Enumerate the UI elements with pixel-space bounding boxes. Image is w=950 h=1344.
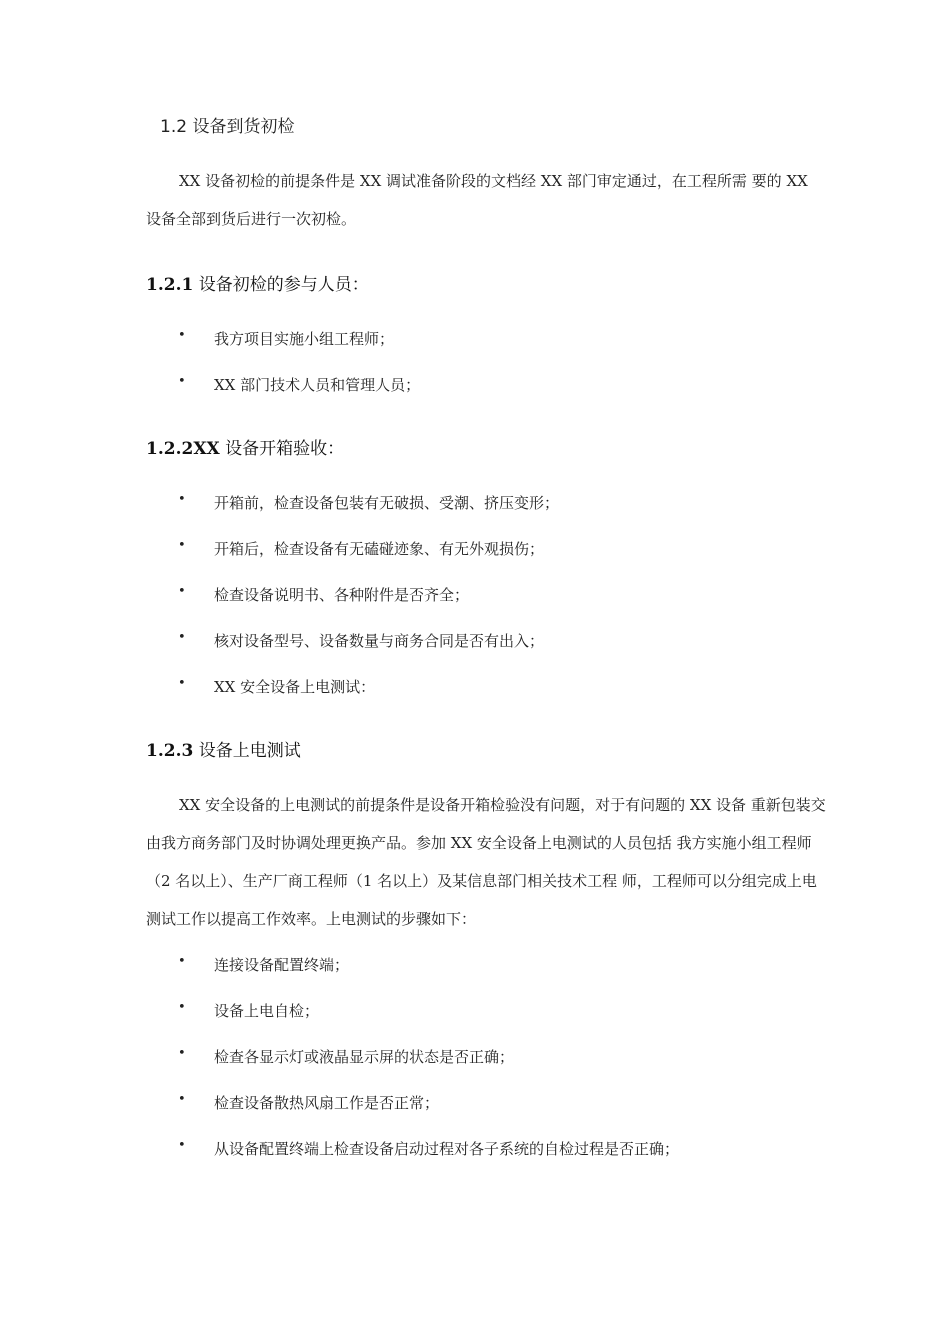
subsection-2-title: 设备开箱验收： [219,439,345,459]
bullet-icon: • [178,630,186,645]
bullet-icon: • [178,1046,186,1061]
subsection-1-heading [146,270,369,295]
subsection-2-number: 1.2.2XX [146,439,220,459]
list-item-text: 检查设备散热风扇工作是否正常； [214,1094,440,1112]
bullet-icon: • [178,1138,186,1153]
list-item-text: 我方项目实施小组工程师； [214,330,395,348]
section-title: 1.2 设备到货初检 [160,117,295,137]
bullet-icon: • [178,492,186,507]
bullet-icon: • [178,954,186,969]
bullet-icon: • [178,1000,186,1015]
list-item-text: XX 安全设备上电测试： [214,678,376,696]
list-item-text: 检查设备说明书、各种附件是否齐全； [214,586,470,604]
subsection-3-title: 设备上电测试 [193,741,301,761]
subsection-3-heading [146,736,301,761]
list-item-text: 检查各显示灯或液晶显示屏的状态是否正确； [214,1048,515,1066]
list-item-text: XX 部门技术人员和管理人员； [214,376,421,394]
power-test-paragraph: XX 安全设备的上电测试的前提条件是设备开箱检验没有问题，对于有问题的 XX 设备 重新包装交由我方商务部门及时协调处理更换产品。参加 XX 安全设备上电测试的人员包括 我方实施小组工程师（2 名以上）、生产厂商工程师（1 名以上）及某信息部门相关技术工程 师，工程师可以分组完成上电测试工作以提高工作效率。上电测试的步骤如下： [146,796,826,928]
subsection-3-number: 1.2.3 [146,741,194,761]
list-item-text: 从设备配置终端上检查设备启动过程对各子系统的自检过程是否正确； [214,1140,680,1158]
bullet-icon: • [178,328,186,343]
list-item-text: 开箱前，检查设备包装有无破损、受潮、挤压变形； [214,494,560,512]
subsection-1-title: 设备初检的参与人员： [193,275,369,295]
list-item-text: 设备上电自检； [214,1002,320,1020]
bullet-icon: • [178,538,186,553]
intro-paragraph: XX 设备初检的前提条件是 XX 调试准备阶段的文档经 XX 部门审定通过，在工程所需 要的 XX 设备全部到货后进行一次初检。 [146,172,808,228]
subsection-1-number: 1.2.1 [146,275,194,295]
bullet-icon: • [178,584,186,599]
list-item-text: 连接设备配置终端； [214,956,350,974]
list-item-text: 核对设备型号、设备数量与商务合同是否有出入； [214,632,545,650]
subsection-2-heading [146,434,344,459]
bullet-icon: • [178,1092,186,1107]
bullet-icon: • [178,676,186,691]
bullet-icon: • [178,374,186,389]
list-item-text: 开箱后，检查设备有无磕碰迹象、有无外观损伤； [214,540,545,558]
